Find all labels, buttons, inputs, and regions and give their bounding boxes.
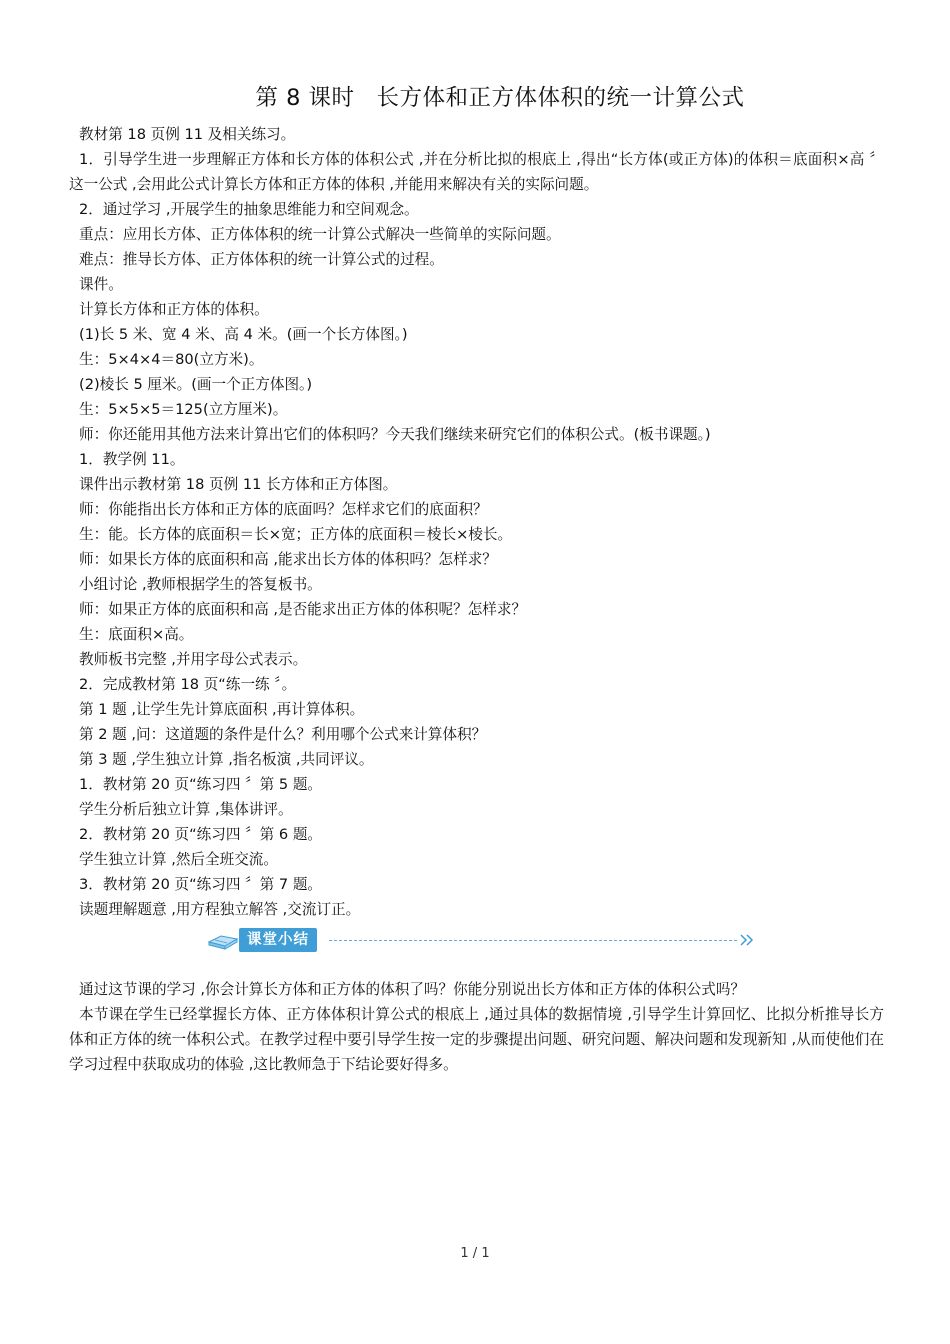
text-line: 学生独立计算 ,然后全班交流。 xyxy=(79,851,278,868)
text-line: 生：5×4×4＝80(立方米)。 xyxy=(79,351,264,368)
text-line: 第 3 题 ,学生独立计算 ,指名板演 ,共同评议。 xyxy=(79,751,374,768)
page-number: 1 / 1 xyxy=(460,1246,490,1261)
text-line: 生：5×5×5＝125(立方厘米)。 xyxy=(79,401,288,418)
summary-banner xyxy=(69,928,884,952)
text-line: (1)长 5 米、宽 4 米、高 4 米。(画一个长方体图。) xyxy=(79,326,408,343)
summary-badge: 课堂小结 xyxy=(239,928,317,952)
text-line: 师：你还能用其他方法来计算出它们的体积吗？今天我们继续来研究它们的体积公式。(板书课题。) xyxy=(79,426,711,443)
objective-paragraph: 1．引导学生进一步理解正方体和长方体的体积公式 ,并在分析比拟的根底上 ,得出“长方体(或正方体)的体积＝底面积×高 〞这一公式 ,会用此公式计算长方体和正方体的体积 ,并能用来解决有关的实际问题。 xyxy=(69,151,884,193)
text-line: 生：能。长方体的底面积＝长×宽；正方体的底面积＝棱长×棱长。 xyxy=(79,526,513,543)
summary-question: 通过这节课的学习 ,你会计算长方体和正方体的体积了吗？你能分别说出长方体和正方体的体积公式吗？ xyxy=(79,981,746,998)
text-line: 重点：应用长方体、正方体体积的统一计算公式解决一些简单的实际问题。 xyxy=(79,226,561,243)
dashed-divider xyxy=(329,940,737,941)
text-line: 第 1 题 ,让学生先计算底面积 ,再计算体积。 xyxy=(79,701,365,718)
text-line: 1．教材第 20 页“练习四 〞第 5 题。 xyxy=(79,776,323,793)
text-line: 读题理解题意 ,用方程独立解答 ,交流订正。 xyxy=(79,901,361,918)
text-line: 教材第 18 页例 11 及相关练习。 xyxy=(79,126,296,143)
text-line: 师：如果正方体的底面积和高 ,是否能求出正方体的体积呢？怎样求？ xyxy=(79,601,527,618)
text-line: 教师板书完整 ,并用字母公式表示。 xyxy=(79,651,308,668)
reflection-paragraph: 本节课在学生已经掌握长方体、正方体体积计算公式的根底上 ,通过具体的数据情境 ,引导学生计算回忆、比拟分析推导长方体和正方体的统一体积公式。在教学过程中要引导学生按一定的步骤提出问题、研究问题、解决问题和发现新知 ,从而使他们在学习过程中获取成功的体验 ,这比教师急于下结论要好得多。 xyxy=(69,1006,884,1073)
text-line: 小组讨论 ,教师根据学生的答复板书。 xyxy=(79,576,322,593)
text-line: 师：你能指出长方体和正方体的底面吗？怎样求它们的底面积？ xyxy=(79,501,488,518)
lesson-number: 第 8 课时 xyxy=(255,85,355,111)
book-icon xyxy=(207,930,239,950)
text-line: 2．完成教材第 18 页“练一练 〞。 xyxy=(79,676,297,693)
lesson-body xyxy=(69,122,884,1077)
text-line: 2．通过学习 ,开展学生的抽象思维能力和空间观念。 xyxy=(79,201,419,218)
text-line: 第 2 题 ,问：这道题的条件是什么？利用哪个公式来计算体积？ xyxy=(79,726,487,743)
text-line: 1．教学例 11。 xyxy=(79,451,185,468)
text-line: 学生分析后独立计算 ,集体讲评。 xyxy=(79,801,293,818)
double-chevron-icon xyxy=(739,933,755,947)
text-line: 难点：推导长方体、正方体体积的统一计算公式的过程。 xyxy=(79,251,444,268)
text-line: 生：底面积×高。 xyxy=(79,626,194,643)
text-line: 师：如果长方体的底面积和高 ,能求出长方体的体积吗？怎样求？ xyxy=(79,551,497,568)
text-line: 课件出示教材第 18 页例 11 长方体和正方体图。 xyxy=(79,476,398,493)
text-line: 3．教材第 20 页“练习四 〞第 7 题。 xyxy=(79,876,323,893)
text-line: (2)棱长 5 厘米。(画一个正方体图。) xyxy=(79,376,313,393)
text-line: 课件。 xyxy=(79,276,123,293)
lesson-topic: 长方体和正方体体积的统一计算公式 xyxy=(376,85,745,111)
page-title xyxy=(0,80,950,112)
text-line: 计算长方体和正方体的体积。 xyxy=(79,301,269,318)
text-line: 2．教材第 20 页“练习四 〞第 6 题。 xyxy=(79,826,323,843)
